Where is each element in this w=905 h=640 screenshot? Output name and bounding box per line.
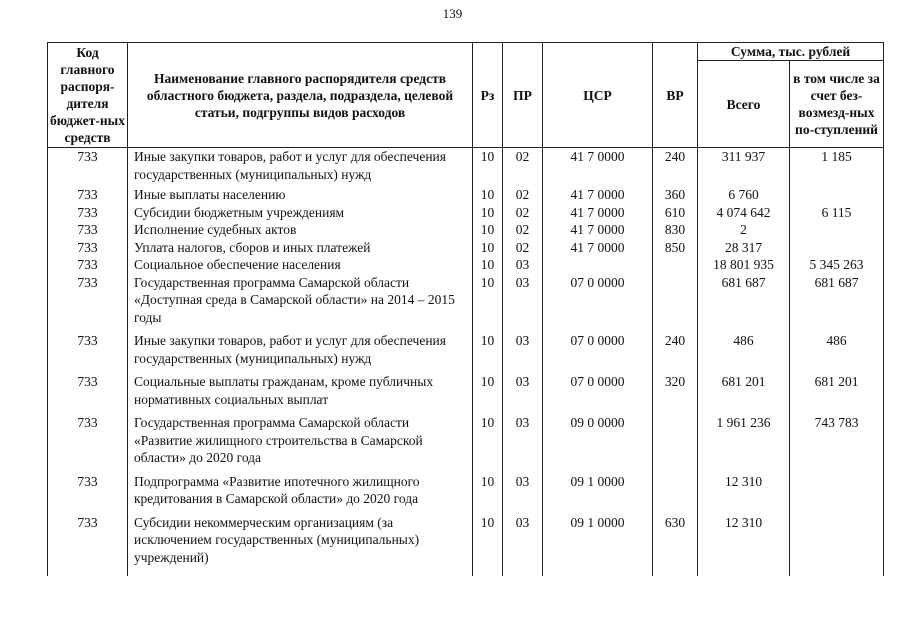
- cell-pr: 03: [503, 408, 543, 467]
- table-row: [48, 408, 884, 467]
- cell-free: [790, 467, 884, 508]
- cell-pr: 02: [503, 183, 543, 204]
- cell-rz: 10: [473, 204, 503, 222]
- cell-pr: 03: [503, 467, 543, 508]
- budget-table: [47, 42, 884, 576]
- cell-free: 5 345 263: [790, 256, 884, 274]
- cell-total: 6 760: [698, 183, 790, 204]
- spacer-cell: [790, 566, 884, 576]
- cell-code: 733: [48, 274, 128, 327]
- cell-total: 28 317: [698, 239, 790, 257]
- header-rz: Рз: [473, 43, 503, 148]
- table-row: [48, 148, 884, 184]
- cell-csr: 07 0 0000: [543, 367, 653, 408]
- cell-csr: 07 0 0000: [543, 326, 653, 367]
- table-body: [48, 148, 884, 577]
- cell-free: [790, 221, 884, 239]
- cell-csr: 09 1 0000: [543, 467, 653, 508]
- cell-csr: 41 7 0000: [543, 148, 653, 184]
- cell-name: Социальное обеспечение населения: [128, 256, 473, 274]
- cell-name: Иные выплаты населению: [128, 183, 473, 204]
- cell-total: 681 687: [698, 274, 790, 327]
- cell-rz: 10: [473, 467, 503, 508]
- table-spacer-row: [48, 566, 884, 576]
- cell-code: 733: [48, 183, 128, 204]
- table-row: [48, 256, 884, 274]
- cell-code: 733: [48, 239, 128, 257]
- cell-total: 4 074 642: [698, 204, 790, 222]
- spacer-cell: [48, 566, 128, 576]
- page-number: 139: [442, 6, 463, 21]
- cell-csr: 41 7 0000: [543, 204, 653, 222]
- table-row: [48, 239, 884, 257]
- cell-vr: 240: [653, 326, 698, 367]
- cell-name: Исполнение судебных актов: [128, 221, 473, 239]
- cell-rz: 10: [473, 221, 503, 239]
- header-pr: ПР: [503, 43, 543, 148]
- cell-free: [790, 508, 884, 567]
- table-row: [48, 183, 884, 204]
- cell-rz: 10: [473, 256, 503, 274]
- cell-csr: 09 0 0000: [543, 408, 653, 467]
- cell-name: Уплата налогов, сборов и иных платежей: [128, 239, 473, 257]
- spacer-cell: [473, 566, 503, 576]
- cell-rz: 10: [473, 239, 503, 257]
- cell-vr: [653, 274, 698, 327]
- cell-free: [790, 239, 884, 257]
- cell-pr: 02: [503, 221, 543, 239]
- cell-code: 733: [48, 467, 128, 508]
- cell-vr: 240: [653, 148, 698, 184]
- cell-code: 733: [48, 148, 128, 184]
- cell-code: 733: [48, 326, 128, 367]
- cell-vr: 630: [653, 508, 698, 567]
- cell-total: 486: [698, 326, 790, 367]
- cell-csr: 07 0 0000: [543, 274, 653, 327]
- cell-vr: 830: [653, 221, 698, 239]
- cell-free: [790, 183, 884, 204]
- cell-code: 733: [48, 508, 128, 567]
- spacer-cell: [653, 566, 698, 576]
- cell-total: 681 201: [698, 367, 790, 408]
- table-row: [48, 367, 884, 408]
- cell-name: Подпрограмма «Развитие ипотечного жилищного кредитования в Самарской области» до 2020 года: [128, 467, 473, 508]
- cell-pr: 03: [503, 508, 543, 567]
- table-row: [48, 221, 884, 239]
- cell-pr: 03: [503, 274, 543, 327]
- table-row: [48, 467, 884, 508]
- cell-name: Социальные выплаты гражданам, кроме публичных нормативных социальных выплат: [128, 367, 473, 408]
- header-vr: ВР: [653, 43, 698, 148]
- cell-pr: 03: [503, 367, 543, 408]
- table-row: [48, 274, 884, 327]
- cell-vr: 320: [653, 367, 698, 408]
- cell-csr: 41 7 0000: [543, 183, 653, 204]
- cell-vr: [653, 467, 698, 508]
- cell-csr: 41 7 0000: [543, 239, 653, 257]
- cell-vr: 850: [653, 239, 698, 257]
- spacer-cell: [128, 566, 473, 576]
- header-csr: ЦСР: [543, 43, 653, 148]
- header-name: Наименование главного распорядителя средств областного бюджета, раздела, подраздела, целевой статьи, подгруппы видов расходов: [128, 43, 473, 148]
- cell-free: 743 783: [790, 408, 884, 467]
- header-total: Всего: [698, 61, 790, 148]
- cell-pr: 02: [503, 148, 543, 184]
- cell-code: 733: [48, 256, 128, 274]
- cell-free: 6 115: [790, 204, 884, 222]
- cell-total: 12 310: [698, 508, 790, 567]
- cell-rz: 10: [473, 183, 503, 204]
- cell-vr: [653, 408, 698, 467]
- cell-free: 681 687: [790, 274, 884, 327]
- cell-pr: 02: [503, 204, 543, 222]
- cell-total: 311 937: [698, 148, 790, 184]
- table-row: [48, 204, 884, 222]
- header-code: Код главного распоря-дителя бюджет-ных средств: [48, 43, 128, 148]
- cell-name: Государственная программа Самарской области «Доступная среда в Самарской области» на 2014 – 2015 годы: [128, 274, 473, 327]
- spacer-cell: [503, 566, 543, 576]
- cell-rz: 10: [473, 326, 503, 367]
- cell-vr: [653, 256, 698, 274]
- cell-vr: 360: [653, 183, 698, 204]
- header-sum: Сумма, тыс. рублей: [698, 43, 884, 61]
- cell-rz: 10: [473, 508, 503, 567]
- cell-name: Субсидии бюджетным учреждениям: [128, 204, 473, 222]
- header-free: в том числе за счет без-возмезд-ных по-ступлений: [790, 61, 884, 148]
- cell-rz: 10: [473, 408, 503, 467]
- cell-rz: 10: [473, 367, 503, 408]
- cell-pr: 03: [503, 256, 543, 274]
- cell-csr: 09 1 0000: [543, 508, 653, 567]
- cell-name: Государственная программа Самарской области «Развитие жилищного строительства в Самарской области» до 2020 года: [128, 408, 473, 467]
- cell-free: 486: [790, 326, 884, 367]
- table-row: [48, 326, 884, 367]
- cell-code: 733: [48, 204, 128, 222]
- cell-total: 18 801 935: [698, 256, 790, 274]
- spacer-cell: [698, 566, 790, 576]
- cell-total: 12 310: [698, 467, 790, 508]
- cell-code: 733: [48, 367, 128, 408]
- cell-code: 733: [48, 408, 128, 467]
- cell-name: Иные закупки товаров, работ и услуг для обеспечения государственных (муниципальных) нужд: [128, 148, 473, 184]
- cell-name: Субсидии некоммерческим организациям (за исключением государственных (муниципальных) учреждений): [128, 508, 473, 567]
- cell-free: 1 185: [790, 148, 884, 184]
- cell-code: 733: [48, 221, 128, 239]
- cell-pr: 03: [503, 326, 543, 367]
- cell-pr: 02: [503, 239, 543, 257]
- cell-rz: 10: [473, 148, 503, 184]
- cell-free: 681 201: [790, 367, 884, 408]
- cell-name: Иные закупки товаров, работ и услуг для обеспечения государственных (муниципальных) нужд: [128, 326, 473, 367]
- table-row: [48, 508, 884, 567]
- cell-total: 2: [698, 221, 790, 239]
- cell-csr: 41 7 0000: [543, 221, 653, 239]
- cell-csr: [543, 256, 653, 274]
- cell-rz: 10: [473, 274, 503, 327]
- spacer-cell: [543, 566, 653, 576]
- cell-total: 1 961 236: [698, 408, 790, 467]
- cell-vr: 610: [653, 204, 698, 222]
